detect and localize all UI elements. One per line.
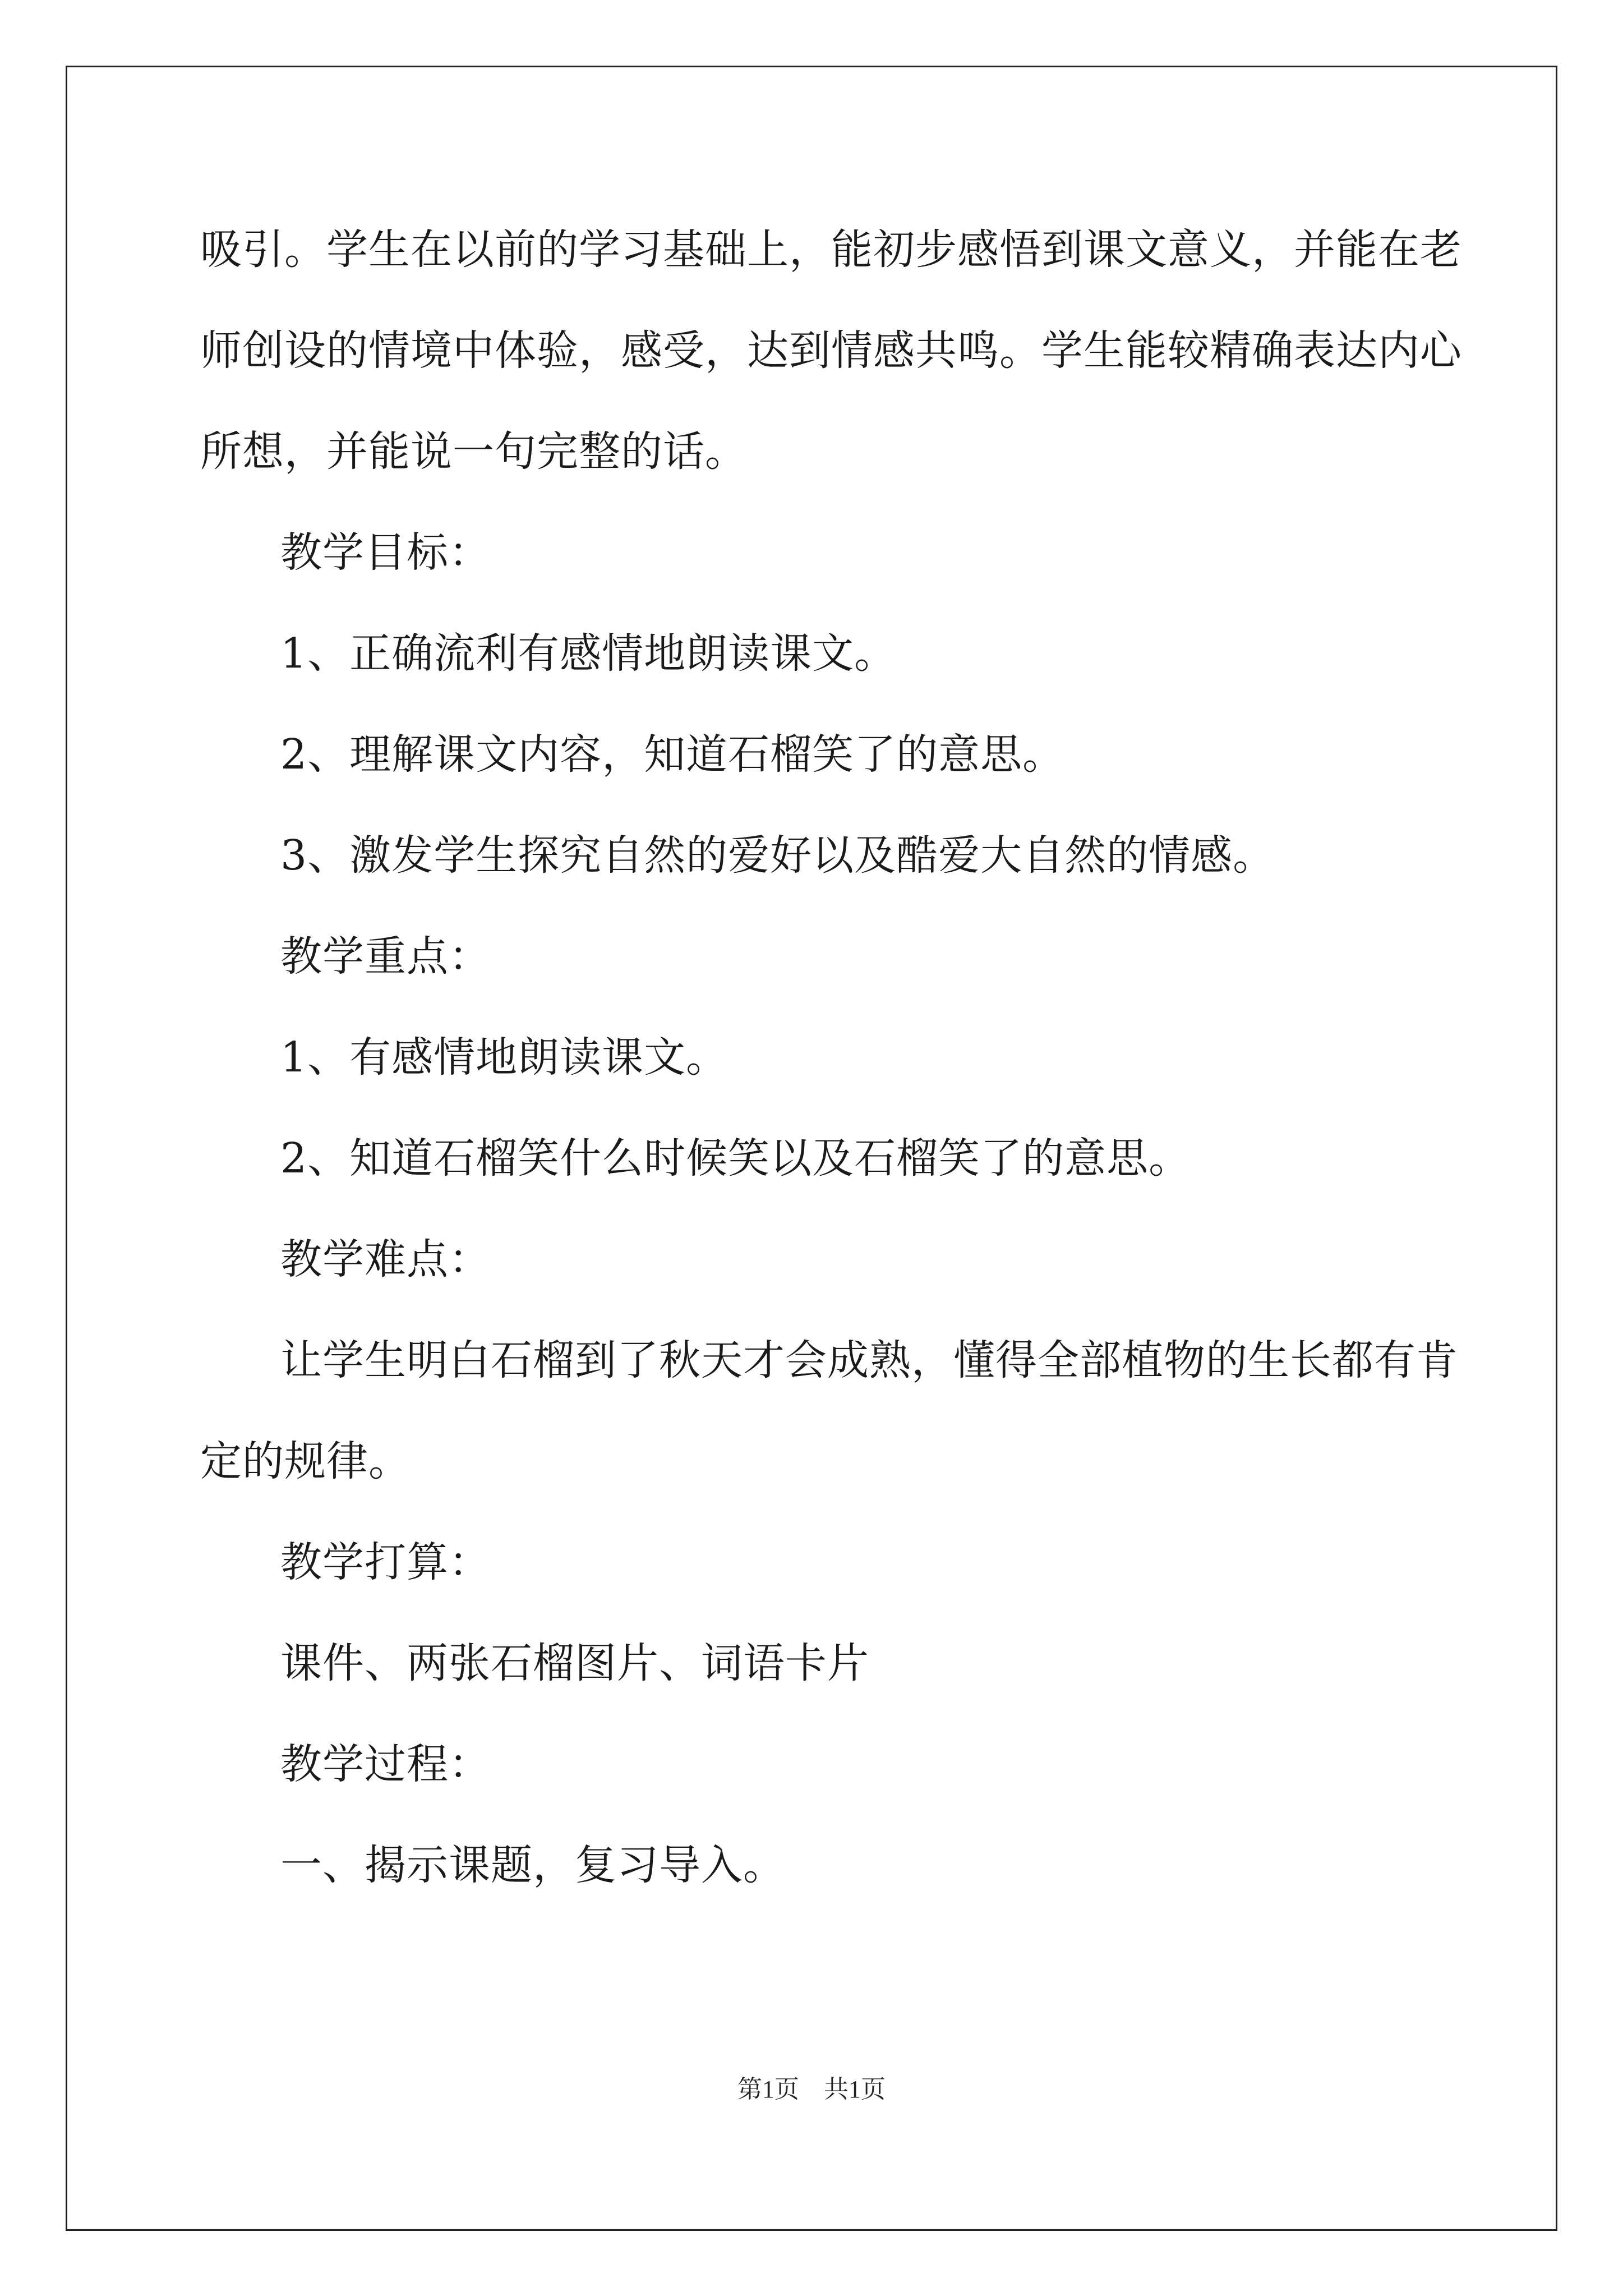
list-item: 1、有感情地朗读课文。 bbox=[280, 1033, 728, 1082]
list-item: 3、激发学生探究自然的爱好以及酷爱大自然的情感。 bbox=[280, 831, 1275, 880]
section-heading: 教学重点： bbox=[280, 932, 491, 981]
section-heading: 教学打算： bbox=[280, 1538, 491, 1586]
list-item: 1、正确流利有感情地朗读课文。 bbox=[280, 629, 897, 678]
paragraph-line: 吸引。学生在以前的学习基础上，能初步感悟到课文意义，并能在老 bbox=[200, 226, 1462, 274]
section-heading: 教学过程： bbox=[280, 1740, 491, 1788]
section-heading: 教学难点： bbox=[280, 1235, 491, 1283]
page-number: 第1页 共1页 bbox=[737, 2076, 886, 2103]
paragraph-line: 定的规律。 bbox=[200, 1437, 411, 1485]
paragraph-line: 所想，并能说一句完整的话。 bbox=[200, 427, 747, 476]
paragraph-line: 让学生明白石榴到了秋天才会成熟，懂得全部植物的生长都有肯 bbox=[280, 1336, 1458, 1384]
list-item: 2、知道石榴笑什么时候笑以及石榴笑了的意思。 bbox=[280, 1134, 1191, 1182]
section-heading: 教学目标： bbox=[280, 528, 491, 577]
paragraph-line: 一、揭示课题，复习导入。 bbox=[280, 1841, 785, 1889]
list-item: 2、理解课文内容，知道石榴笑了的意思。 bbox=[280, 730, 1065, 779]
paragraph-line: 师创设的情境中体验，感受，达到情感共鸣。学生能较精确表达内心 bbox=[200, 326, 1462, 375]
paragraph-line: 课件、两张石榴图片、词语卡片 bbox=[280, 1639, 869, 1687]
